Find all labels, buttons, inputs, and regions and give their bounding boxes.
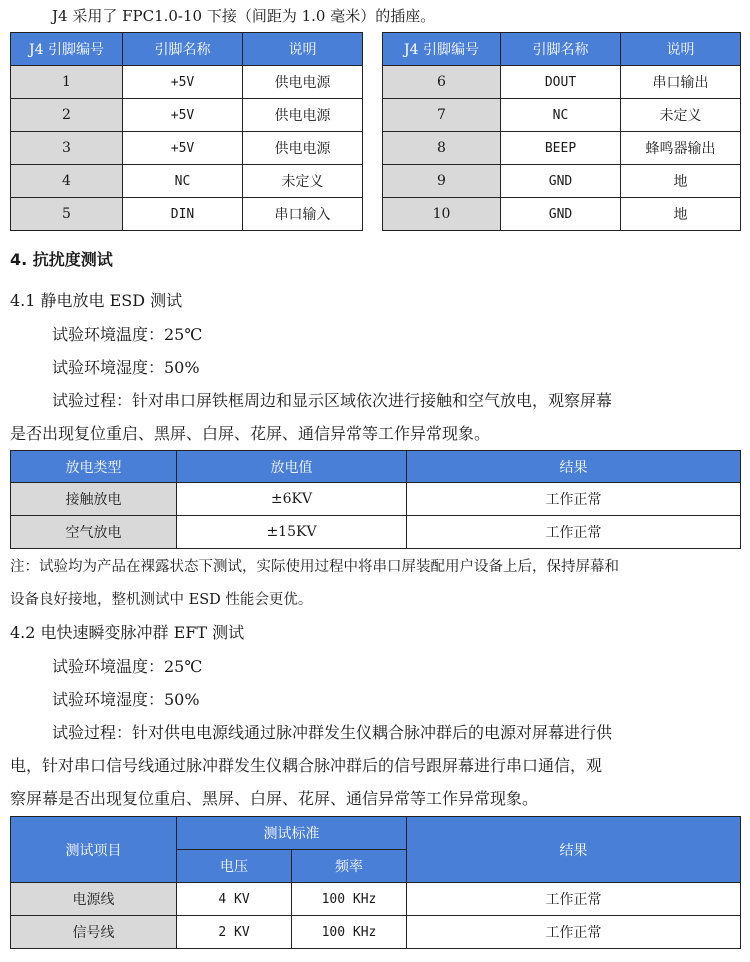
esd-note-line-2: 设备良好接地，整机测试中 ESD 性能会更优。	[10, 592, 313, 608]
pin-number: 2	[11, 99, 123, 132]
esd-process-line-2: 是否出现复位重启、黑屏、白屏、花屏、通信异常等工作异常现象。	[10, 424, 491, 443]
pin-table-left	[10, 32, 363, 231]
esd-temperature: 试验环境温度：25℃	[52, 325, 203, 344]
pin-description: 串口输入	[243, 198, 363, 231]
eft-humidity: 试验环境湿度：50%	[52, 690, 200, 709]
header-pin-name: 引脚名称	[501, 33, 621, 66]
header-result: 结果	[407, 451, 741, 483]
table-row	[383, 66, 741, 99]
table-row	[11, 483, 741, 516]
pin-description: 未定义	[243, 165, 363, 198]
pin-name: +5V	[123, 99, 243, 132]
eft-process-line-2: 电，针对串口信号线通过脉冲群发生仪耦合脉冲群后的信号跟屏幕进行串口通信，观	[10, 756, 603, 775]
esd-note-line-1: 注：试验均为产品在裸露状态下测试，实际使用过程中将串口屏装配用户设备上后，保持屏幕和	[10, 559, 619, 575]
pin-name: NC	[123, 165, 243, 198]
header-voltage: 电压	[177, 850, 292, 883]
eft-table	[10, 816, 741, 949]
header-pin-name: 引脚名称	[123, 33, 243, 66]
table-row	[383, 99, 741, 132]
pin-description: 地	[621, 198, 741, 231]
table-row	[11, 99, 363, 132]
esd-subheading: 4.1 静电放电 ESD 测试	[10, 291, 183, 310]
table-row	[11, 916, 741, 949]
frequency: 100 KHz	[292, 883, 407, 916]
result: 工作正常	[407, 483, 741, 516]
test-item: 信号线	[11, 916, 177, 949]
pin-name: NC	[501, 99, 621, 132]
table-row	[11, 198, 363, 231]
pin-name: DOUT	[501, 66, 621, 99]
discharge-type: 接触放电	[11, 483, 177, 516]
table-row	[383, 165, 741, 198]
discharge-value: ±15KV	[177, 516, 407, 549]
esd-humidity: 试验环境湿度：50%	[52, 358, 200, 377]
table-row	[383, 198, 741, 231]
frequency: 100 KHz	[292, 916, 407, 949]
pin-description: 供电电源	[243, 132, 363, 165]
table-row	[11, 883, 741, 916]
voltage: 2 KV	[177, 916, 292, 949]
result: 工作正常	[407, 916, 741, 949]
table-row	[11, 132, 363, 165]
eft-process-line-3: 察屏幕是否出现复位重启、黑屏、白屏、花屏、通信异常等工作异常现象。	[10, 789, 539, 808]
eft-temperature: 试验环境温度：25℃	[52, 657, 203, 676]
pin-number: 10	[383, 198, 501, 231]
test-item: 电源线	[11, 883, 177, 916]
pin-name: +5V	[123, 66, 243, 99]
pin-name: BEEP	[501, 132, 621, 165]
header-description: 说明	[243, 33, 363, 66]
esd-table	[10, 450, 741, 549]
pin-description: 蜂鸣器输出	[621, 132, 741, 165]
eft-process-line-1: 试验过程：针对供电电源线通过脉冲群发生仪耦合脉冲群后的电源对屏幕进行供	[52, 723, 613, 742]
pin-number: 9	[383, 165, 501, 198]
intro-line: J4 采用了 FPC1.0-10 下接（间距为 1.0 毫米）的插座。	[52, 7, 436, 25]
result: 工作正常	[407, 883, 741, 916]
pin-number: 1	[11, 66, 123, 99]
pin-description: 供电电源	[243, 66, 363, 99]
eft-subheading: 4.2 电快速瞬变脉冲群 EFT 测试	[10, 623, 245, 642]
header-description: 说明	[621, 33, 741, 66]
result: 工作正常	[407, 516, 741, 549]
pin-number: 7	[383, 99, 501, 132]
pin-name: DIN	[123, 198, 243, 231]
pin-description: 地	[621, 165, 741, 198]
pin-description: 供电电源	[243, 99, 363, 132]
pin-table-right	[382, 32, 741, 231]
pin-number: 4	[11, 165, 123, 198]
table-row	[11, 165, 363, 198]
pin-name: GND	[501, 198, 621, 231]
header-result: 结果	[407, 817, 741, 883]
pin-number: 6	[383, 66, 501, 99]
discharge-value: ±6KV	[177, 483, 407, 516]
pin-number: 3	[11, 132, 123, 165]
header-pin-number: J4 引脚编号	[383, 33, 501, 66]
header-test-standard: 测试标准	[177, 817, 407, 850]
voltage: 4 KV	[177, 883, 292, 916]
pin-name: +5V	[123, 132, 243, 165]
header-pin-number: J4 引脚编号	[11, 33, 123, 66]
esd-process-line-1: 试验过程：针对串口屏铁框周边和显示区域依次进行接触和空气放电，观察屏幕	[52, 391, 613, 410]
pin-number: 8	[383, 132, 501, 165]
table-row	[383, 132, 741, 165]
header-frequency: 频率	[292, 850, 407, 883]
header-test-item: 测试项目	[11, 817, 177, 883]
pin-description: 串口输出	[621, 66, 741, 99]
section-heading: 4. 抗扰度测试	[10, 250, 113, 269]
pin-number: 5	[11, 198, 123, 231]
discharge-type: 空气放电	[11, 516, 177, 549]
table-row	[11, 516, 741, 549]
pin-description: 未定义	[621, 99, 741, 132]
table-row	[11, 66, 363, 99]
pin-name: GND	[501, 165, 621, 198]
header-discharge-value: 放电值	[177, 451, 407, 483]
header-discharge-type: 放电类型	[11, 451, 177, 483]
